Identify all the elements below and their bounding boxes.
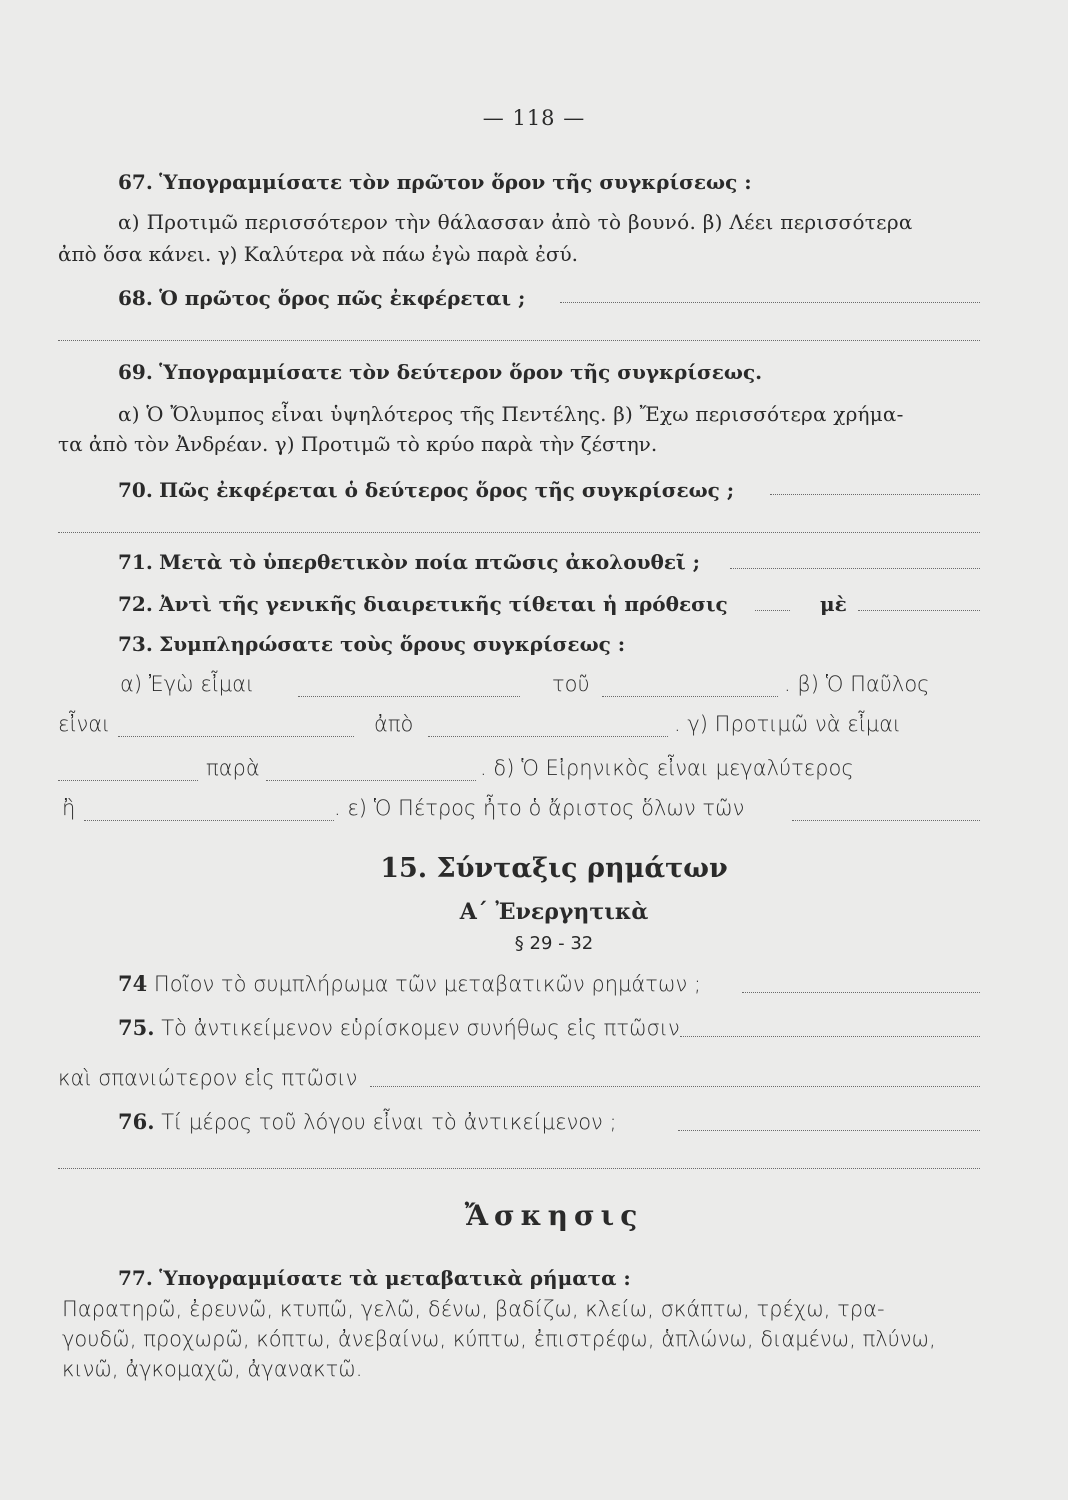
q73-d-start: ἢ — [62, 796, 76, 820]
question-number: 75. — [118, 1015, 155, 1040]
question-67-title — [118, 168, 1048, 196]
blank — [792, 818, 980, 821]
question-text: Ὑπογραμμίσατε τὸν πρῶτον ὅρον τῆς συγκρίσεως : — [159, 170, 752, 194]
question-text: Συμπληρώσατε τοὺς ὅρους συγκρίσεως : — [159, 632, 626, 656]
answer-line — [770, 492, 980, 495]
question-74 — [118, 970, 1048, 998]
question-text: Τί μέρος τοῦ λόγου εἶναι τὸ ἀντικείμενον ; — [161, 1110, 617, 1134]
question-69-line-1: α) Ὁ Ὄλυμπος εἶναι ὑψηλότερος τῆς Πεντέλης. β) Ἔχω περισσότερα χρήμα- — [118, 402, 904, 426]
question-text: Ὑπογραμμίσατε τὸν δεύτερον ὅρον τῆς συγκρίσεως. — [159, 360, 763, 384]
question-77-line-2: γουδῶ, προχωρῶ, κόπτω, ἀνεβαίνω, κύπτω, ἐπιστρέφω, ἁπλώνω, διαμένω, πλύνω, — [62, 1327, 936, 1351]
question-67-line-2: ἀπὸ ὅσα κάνει. γ) Καλύτερα νὰ πάω ἐγὼ παρὰ ἐσύ. — [58, 242, 578, 266]
q73-b-start: εἶναι — [58, 712, 111, 736]
question-number: 70. — [118, 478, 153, 502]
question-text: Ὑπογραμμίσατε τὰ μεταβατικὰ ρήματα : — [159, 1266, 631, 1290]
question-75-line-2: καὶ σπανιώτερον εἰς πτῶσιν — [58, 1066, 358, 1090]
blank — [298, 694, 520, 697]
question-number: 77. — [118, 1266, 153, 1290]
question-69-title — [118, 358, 1048, 386]
question-71 — [118, 548, 1048, 576]
blank — [266, 778, 476, 781]
q73-b-end: . γ) Προτιμῶ νὰ εἶμαι — [674, 712, 902, 736]
question-72 — [118, 590, 1048, 618]
answer-line — [680, 1034, 980, 1037]
answer-line — [58, 1166, 980, 1169]
answer-line — [370, 1084, 980, 1087]
blank — [428, 734, 668, 737]
blank — [602, 694, 778, 697]
q73-c-start: παρὰ — [206, 756, 260, 780]
answer-line — [58, 338, 980, 341]
answer-line — [560, 300, 980, 303]
blank — [58, 778, 198, 781]
answer-line — [742, 990, 980, 993]
question-text: Ποῖον τὸ συμπλήρωμα τῶν μεταβατικῶν ρημάτων ; — [153, 972, 701, 996]
question-75 — [118, 1014, 1048, 1042]
question-number: 74 — [118, 971, 148, 996]
question-70 — [118, 476, 1048, 504]
q73-c-end: . δ) Ὁ Εἰρηνικὸς εἶναι μεγαλύτερος — [480, 756, 854, 780]
section-reference: § 29 - 32 — [514, 933, 594, 954]
question-72-tail: μὲ — [820, 592, 847, 616]
q73-a-start: α) Ἐγὼ εἶμαι — [120, 672, 255, 696]
answer-line — [678, 1128, 980, 1131]
question-69-line-2: τα ἀπὸ τὸν Ἀνδρέαν. γ) Προτιμῶ τὸ κρύο παρὰ τὴν ζέστην. — [58, 432, 658, 456]
q73-b-middle: ἀπὸ — [374, 712, 414, 736]
question-text: Ἀντὶ τῆς γενικῆς διαιρετικῆς τίθεται ἡ πρόθεσις — [159, 592, 728, 616]
question-number: 76. — [118, 1109, 155, 1134]
question-number: 72. — [118, 592, 153, 616]
q73-d-end: . ε) Ὁ Πέτρος ἦτο ὁ ἄριστος ὅλων τῶν — [334, 796, 745, 820]
question-77-title — [118, 1264, 1048, 1292]
answer-line — [58, 530, 980, 533]
blank — [118, 734, 354, 737]
blank — [84, 818, 334, 821]
question-67-line-1: α) Προτιμῶ περισσότερον τὴν θάλασσαν ἀπὸ τὸ βουνό. β) Λέει περισσότερα — [118, 210, 913, 234]
question-number: 69. — [118, 360, 153, 384]
question-text: Πῶς ἐκφέρεται ὁ δεύτερος ὅρος τῆς συγκρίσεως ; — [159, 478, 735, 502]
q73-a-end: . β) Ὁ Παῦλος — [784, 672, 930, 696]
page-number: — 118 — — [482, 106, 586, 130]
question-76 — [118, 1108, 1048, 1136]
question-77-line-3: κινῶ, ἀγκομαχῶ, ἀγανακτῶ. — [62, 1357, 363, 1381]
answer-line — [858, 608, 980, 611]
answer-line — [755, 608, 790, 611]
question-68 — [118, 284, 1048, 312]
question-77-line-1: Παρατηρῶ, ἐρευνῶ, κτυπῶ, γελῶ, δένω, βαδίζω, κλείω, σκάπτω, τρέχω, τρα- — [62, 1297, 885, 1321]
question-text: Μετὰ τὸ ὑπερθετικὸν ποία πτῶσις ἀκολουθεῖ ; — [159, 550, 700, 574]
answer-line — [730, 566, 980, 569]
exercise-title: Ἄσκησις — [464, 1199, 644, 1232]
question-number: 71. — [118, 550, 153, 574]
question-number: 68. — [118, 286, 153, 310]
question-73-title — [118, 630, 1048, 658]
question-text: Τὸ ἀντικείμενον εὑρίσκομεν συνήθως εἰς πτῶσιν — [161, 1016, 680, 1040]
question-text: Ὁ πρῶτος ὅρος πῶς ἐκφέρεται ; — [159, 286, 526, 310]
section-title: 15. Σύνταξις ρημάτων — [380, 853, 728, 884]
q73-a-middle: τοῦ — [552, 672, 590, 696]
section-subtitle: Α΄ Ἐνεργητικὰ — [459, 899, 649, 925]
question-number: 67. — [118, 170, 153, 194]
question-number: 73. — [118, 632, 153, 656]
